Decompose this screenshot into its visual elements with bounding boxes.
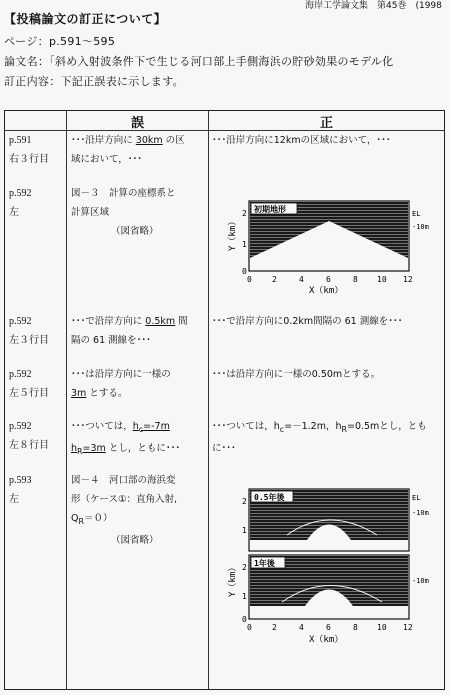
x-tick: 2 <box>272 275 277 284</box>
panel1-label: 0.5年後 <box>254 493 285 502</box>
right-label: -10m <box>412 223 429 231</box>
y-tick: 0 <box>242 615 247 624</box>
x-axis-label: X（km） <box>309 635 344 645</box>
column-header-wrong: 誤 <box>130 116 144 131</box>
right-label: EL <box>412 494 421 502</box>
row-wrong-text: 図－３ 計算の座標系と 計算区域 （図省略） <box>71 188 176 237</box>
x-tick: 0 <box>247 275 252 284</box>
right-label: -10m <box>412 577 429 585</box>
x-tick: 8 <box>353 623 358 632</box>
y-tick: 0 <box>242 267 247 276</box>
row-location: p.592 左５行目 <box>9 369 49 399</box>
y-tick: 1 <box>242 592 247 601</box>
row-correct-text: ･･･で沿岸方向に0.2km間隔の 61 測線を･･･ <box>212 316 403 327</box>
row-wrong-text: 図－４ 河口部の海浜変 形（ケース①：直角入射, $Q_R=0$） （図省略） <box>71 475 178 546</box>
row-location: p.592 左 <box>9 188 32 218</box>
column-divider <box>66 111 67 689</box>
row-correct-text: ･･･ついては，$h_c=-1.2m$，$h_R=0.5m$とし，とも に･･･ <box>212 421 427 454</box>
x-tick: 12 <box>403 623 413 632</box>
y-tick: 2 <box>242 563 247 572</box>
pages-line: ページ：p.591～595 <box>4 35 116 48</box>
x-tick: 6 <box>326 623 331 632</box>
notice-title: 【投稿論文の訂正について】 <box>4 12 167 26</box>
column-header-correct: 正 <box>319 116 333 131</box>
y-tick: 1 <box>242 526 247 535</box>
journal-reference: 海岸工学論文集 第45巻 (1998 <box>305 1 442 11</box>
y-tick: 1 <box>242 240 247 249</box>
correction-content-line: 訂正内容：下記正誤表に示します。 <box>4 75 184 88</box>
row-location: p.592 左８行目 <box>9 421 49 451</box>
figure-initial-topography <box>227 191 441 295</box>
row-correct-text: ･･･沿岸方向に12kmの区域において，･･･ <box>212 135 391 146</box>
column-divider <box>208 111 209 689</box>
x-tick: 12 <box>403 275 413 284</box>
x-tick: 8 <box>353 275 358 284</box>
row-wrong-text: ･･･沿岸方向に 30km の区 域において，･･･ <box>71 135 185 165</box>
x-tick: 10 <box>377 275 387 284</box>
x-tick: 6 <box>326 275 331 284</box>
row-correct-text: ･･･は沿岸方向に一様の0.50mとする。 <box>212 369 381 380</box>
row-location: p.592 左３行目 <box>9 316 49 346</box>
figure-beach-deformation <box>227 485 441 675</box>
panel2-label: 1年後 <box>254 559 275 568</box>
x-axis-label: X（km） <box>309 286 344 295</box>
row-location: p.591 右３行目 <box>9 135 49 165</box>
row-wrong-text: ･･･ついては，$h_c=-7m$ $h_R=3m$ とし，ともに･･･ <box>71 421 181 456</box>
row-location: p.593 左 <box>9 475 32 505</box>
row-wrong-text: ･･･で沿岸方向に 0.5km 間 隔の 61 測線を･･･ <box>71 316 188 346</box>
x-tick: 0 <box>247 623 252 632</box>
row-wrong-text: ･･･は沿岸方向に一様の 3m とする。 <box>71 369 171 399</box>
x-tick: 2 <box>272 623 277 632</box>
errata-table <box>4 110 445 690</box>
y-tick: 2 <box>242 497 247 506</box>
x-tick: 4 <box>299 623 304 632</box>
y-axis-label: Y（km） <box>228 562 238 597</box>
panel-label: 初期地形 <box>254 205 286 214</box>
y-axis-label: Y（km） <box>228 216 238 251</box>
y-tick: 2 <box>242 209 247 218</box>
right-label: EL <box>412 210 421 218</box>
x-tick: 10 <box>377 623 387 632</box>
paper-title-line: 論文名：「斜め入射波条件下で生じる河口部上手側海浜の貯砂効果のモデル化 <box>4 55 394 68</box>
right-label: -10m <box>412 509 429 517</box>
x-tick: 4 <box>299 275 304 284</box>
